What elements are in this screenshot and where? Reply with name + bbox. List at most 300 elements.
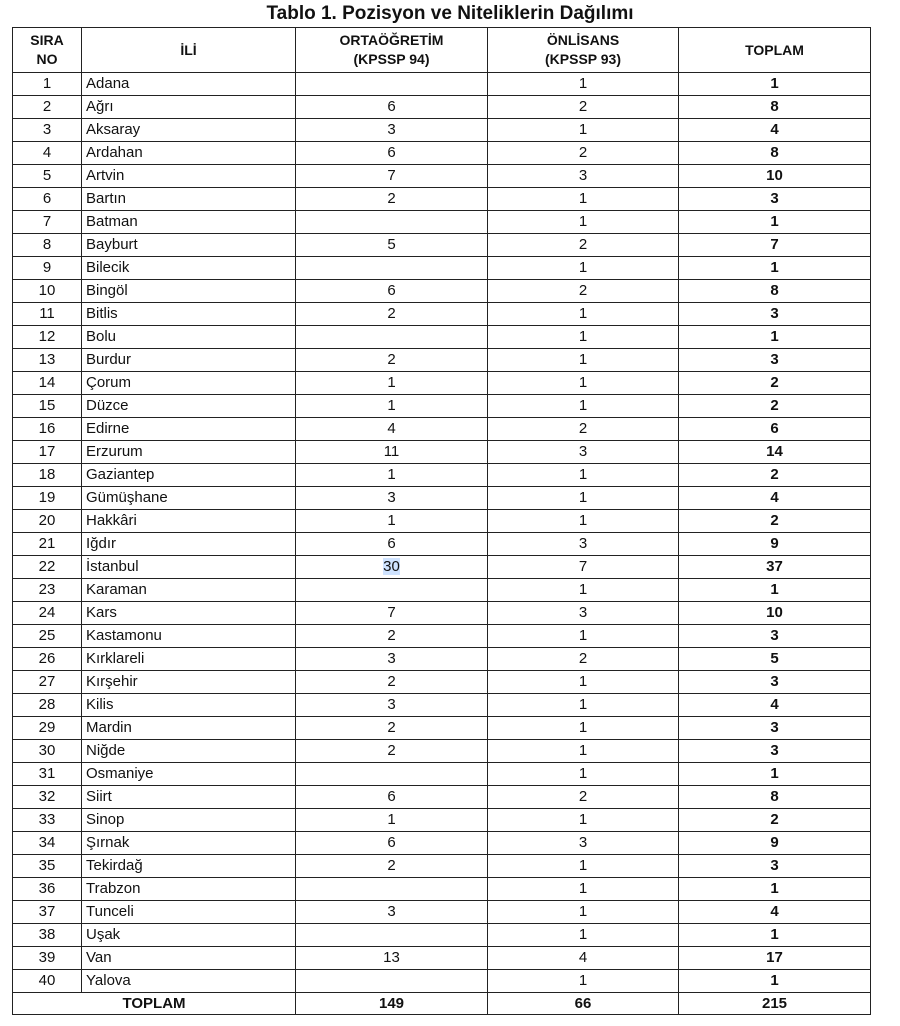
row-toplam — [679, 786, 871, 809]
row-onlisans — [488, 441, 679, 464]
row-ortaogretim — [296, 142, 488, 165]
row-toplam — [679, 487, 871, 510]
table-row — [13, 901, 871, 924]
row-il — [82, 257, 296, 280]
row-ortaogretim — [296, 395, 488, 418]
row-il-value: Kırşehir — [86, 673, 138, 690]
row-toplam — [679, 855, 871, 878]
row-toplam — [679, 947, 871, 970]
row-il-value: Aksaray — [86, 121, 141, 138]
row-onlisans-value: 1 — [578, 857, 588, 874]
row-il — [82, 165, 296, 188]
row-ortaogretim — [296, 441, 488, 464]
row-onlisans-value: 3 — [578, 167, 588, 184]
row-il — [82, 763, 296, 786]
row-toplam — [679, 970, 871, 993]
row-no — [13, 533, 82, 556]
row-il-value: Van — [86, 949, 112, 966]
row-il — [82, 73, 296, 96]
row-onlisans-value: 1 — [578, 742, 588, 759]
row-toplam-value: 2 — [770, 374, 779, 391]
row-toplam-value: 3 — [770, 351, 779, 368]
row-no — [13, 464, 82, 487]
row-toplam-value: 9 — [770, 834, 779, 851]
row-no-value: 21 — [38, 535, 56, 552]
row-onlisans — [488, 188, 679, 211]
table-row — [13, 372, 871, 395]
row-toplam-value: 1 — [770, 75, 779, 92]
row-toplam — [679, 188, 871, 211]
table-title: Tablo 1. Pozisyon ve Niteliklerin Dağılımı — [266, 3, 634, 24]
row-toplam-value: 3 — [770, 190, 779, 207]
row-onlisans-value: 1 — [578, 903, 588, 920]
row-toplam — [679, 73, 871, 96]
row-il — [82, 924, 296, 947]
table-row — [13, 234, 871, 257]
row-no — [13, 947, 82, 970]
row-onlisans-value: 1 — [578, 512, 588, 529]
header-sira-line1: SIRA — [30, 32, 64, 48]
table-row — [13, 73, 871, 96]
row-no — [13, 326, 82, 349]
row-ortaogretim-value: 3 — [387, 489, 396, 506]
row-il — [82, 142, 296, 165]
row-no-value: 15 — [38, 397, 56, 414]
row-toplam — [679, 280, 871, 303]
row-toplam-value: 17 — [766, 949, 783, 966]
row-toplam-value: 1 — [770, 926, 779, 943]
row-toplam — [679, 809, 871, 832]
row-no-value: 12 — [38, 328, 56, 345]
row-onlisans — [488, 326, 679, 349]
row-il-value: Ardahan — [86, 144, 143, 161]
row-il — [82, 832, 296, 855]
row-il-value: Adana — [86, 75, 130, 92]
row-no — [13, 671, 82, 694]
table-row — [13, 625, 871, 648]
row-onlisans-value: 3 — [578, 535, 588, 552]
header-onlisans-line2: (KPSSP 93) — [545, 51, 621, 67]
row-no — [13, 878, 82, 901]
table-row — [13, 878, 871, 901]
row-il-value: Hakkâri — [86, 512, 137, 529]
row-ortaogretim — [296, 211, 488, 234]
row-onlisans — [488, 464, 679, 487]
row-no-value: 37 — [38, 903, 56, 920]
row-toplam — [679, 602, 871, 625]
row-onlisans — [488, 165, 679, 188]
row-ortaogretim-value: 3 — [387, 650, 396, 667]
row-toplam-value: 8 — [770, 788, 779, 805]
row-onlisans — [488, 349, 679, 372]
row-il-value: Batman — [86, 213, 138, 230]
row-toplam — [679, 648, 871, 671]
row-toplam — [679, 119, 871, 142]
table-row — [13, 487, 871, 510]
row-toplam-value: 3 — [770, 305, 779, 322]
row-toplam-value: 37 — [766, 558, 783, 575]
row-onlisans — [488, 257, 679, 280]
row-il — [82, 487, 296, 510]
row-ortaogretim-value: 2 — [387, 673, 396, 690]
table-row — [13, 648, 871, 671]
row-ortaogretim-value: 3 — [387, 903, 396, 920]
row-ortaogretim-value: 7 — [387, 167, 396, 184]
row-il-value: Iğdır — [86, 535, 117, 552]
row-ortaogretim — [296, 648, 488, 671]
row-toplam — [679, 625, 871, 648]
row-onlisans — [488, 234, 679, 257]
row-il — [82, 809, 296, 832]
table-row — [13, 418, 871, 441]
row-ortaogretim — [296, 694, 488, 717]
row-ortaogretim-value: 6 — [387, 98, 396, 115]
row-ortaogretim-value: 2 — [387, 857, 396, 874]
row-onlisans — [488, 395, 679, 418]
row-toplam — [679, 395, 871, 418]
row-toplam — [679, 349, 871, 372]
row-toplam-value: 10 — [766, 604, 783, 621]
row-no-value: 28 — [38, 696, 56, 713]
row-ortaogretim-value: 13 — [383, 949, 400, 966]
table-row — [13, 349, 871, 372]
row-il-value: Bayburt — [86, 236, 138, 253]
row-ortaogretim-value: 6 — [387, 282, 396, 299]
row-ortaogretim — [296, 878, 488, 901]
row-no — [13, 234, 82, 257]
row-no-value: 14 — [38, 374, 56, 391]
row-ortaogretim — [296, 809, 488, 832]
row-onlisans-value: 2 — [578, 236, 588, 253]
row-onlisans — [488, 648, 679, 671]
row-toplam-value: 3 — [770, 719, 779, 736]
row-il-value: Erzurum — [86, 443, 143, 460]
row-onlisans — [488, 211, 679, 234]
row-onlisans-value: 4 — [578, 949, 588, 966]
row-no-value: 3 — [42, 121, 52, 138]
row-no-value: 27 — [38, 673, 56, 690]
row-onlisans — [488, 280, 679, 303]
row-il-value: Kırklareli — [86, 650, 145, 667]
row-ortaogretim — [296, 326, 488, 349]
table-row — [13, 602, 871, 625]
row-ortaogretim-value: 6 — [387, 788, 396, 805]
row-il — [82, 878, 296, 901]
row-toplam — [679, 924, 871, 947]
row-no-value: 31 — [38, 765, 56, 782]
row-no-value: 16 — [38, 420, 56, 437]
row-ortaogretim — [296, 579, 488, 602]
row-ortaogretim — [296, 119, 488, 142]
row-il-value: Düzce — [86, 397, 129, 414]
row-il-value: Artvin — [86, 167, 125, 184]
row-onlisans — [488, 73, 679, 96]
row-ortaogretim — [296, 901, 488, 924]
row-il-value: Burdur — [86, 351, 132, 368]
row-onlisans — [488, 901, 679, 924]
table-row — [13, 809, 871, 832]
row-ortaogretim-value: 2 — [387, 305, 396, 322]
row-il-value: Kastamonu — [86, 627, 162, 644]
row-il — [82, 556, 296, 579]
table-row — [13, 671, 871, 694]
table-row — [13, 165, 871, 188]
row-il — [82, 740, 296, 763]
row-toplam — [679, 303, 871, 326]
row-toplam — [679, 717, 871, 740]
row-ortaogretim — [296, 556, 488, 579]
row-no-value: 23 — [38, 581, 56, 598]
row-il-value: Ağrı — [86, 98, 114, 115]
row-il-value: Tekirdağ — [86, 857, 143, 874]
table-row — [13, 395, 871, 418]
row-toplam-value: 4 — [770, 121, 779, 138]
row-no — [13, 303, 82, 326]
row-no — [13, 165, 82, 188]
row-il — [82, 326, 296, 349]
table-row — [13, 326, 871, 349]
row-no — [13, 96, 82, 119]
row-onlisans — [488, 418, 679, 441]
row-ortaogretim-value: 2 — [387, 719, 396, 736]
row-onlisans-value: 1 — [578, 673, 588, 690]
row-no — [13, 717, 82, 740]
row-ortaogretim-value: 1 — [387, 512, 396, 529]
row-no — [13, 372, 82, 395]
row-ortaogretim — [296, 165, 488, 188]
row-il — [82, 947, 296, 970]
row-toplam-value: 1 — [770, 880, 779, 897]
row-ortaogretim — [296, 786, 488, 809]
row-ortaogretim — [296, 372, 488, 395]
row-toplam — [679, 832, 871, 855]
row-onlisans-value: 3 — [578, 604, 588, 621]
row-onlisans — [488, 96, 679, 119]
row-no — [13, 188, 82, 211]
row-onlisans — [488, 694, 679, 717]
row-il — [82, 901, 296, 924]
header-sira-line2: NO — [36, 51, 58, 67]
row-ortaogretim-value: 1 — [387, 466, 396, 483]
row-il — [82, 510, 296, 533]
row-il-value: Bitlis — [86, 305, 118, 322]
table-row — [13, 142, 871, 165]
row-ortaogretim-value: 6 — [387, 144, 396, 161]
row-il — [82, 372, 296, 395]
row-toplam-value: 2 — [770, 512, 779, 529]
row-ortaogretim-value: 3 — [387, 696, 396, 713]
row-no — [13, 901, 82, 924]
row-ortaogretim-value: 4 — [387, 420, 396, 437]
row-no-value: 9 — [42, 259, 52, 276]
row-onlisans-value: 1 — [578, 880, 588, 897]
row-onlisans-value: 1 — [578, 213, 588, 230]
row-il — [82, 119, 296, 142]
row-onlisans-value: 1 — [578, 259, 588, 276]
row-ortaogretim-value: 2 — [387, 742, 396, 759]
row-no — [13, 786, 82, 809]
header-il — [82, 28, 296, 73]
row-il — [82, 188, 296, 211]
row-onlisans-value: 3 — [578, 834, 588, 851]
row-toplam-value: 4 — [770, 696, 779, 713]
row-ortaogretim-value: 6 — [387, 535, 396, 552]
row-onlisans-value: 1 — [578, 489, 588, 506]
row-no — [13, 809, 82, 832]
table-row — [13, 96, 871, 119]
total-ortaogretim: 149 — [296, 993, 488, 1015]
row-no — [13, 349, 82, 372]
table-row — [13, 786, 871, 809]
table-row — [13, 832, 871, 855]
row-no-value: 4 — [42, 144, 52, 161]
row-no-value: 26 — [38, 650, 56, 667]
row-no-value: 8 — [42, 236, 52, 253]
row-il — [82, 96, 296, 119]
row-onlisans-value: 1 — [578, 972, 588, 989]
row-onlisans-value: 2 — [578, 788, 588, 805]
row-toplam — [679, 234, 871, 257]
row-toplam — [679, 694, 871, 717]
row-no-value: 25 — [38, 627, 56, 644]
row-il-value: Bingöl — [86, 282, 128, 299]
row-il — [82, 694, 296, 717]
row-toplam-value: 4 — [770, 903, 779, 920]
row-no — [13, 142, 82, 165]
row-ortaogretim — [296, 924, 488, 947]
row-onlisans — [488, 717, 679, 740]
row-toplam-value: 10 — [766, 167, 783, 184]
row-onlisans — [488, 579, 679, 602]
table-row — [13, 970, 871, 993]
row-il-value: Karaman — [86, 581, 147, 598]
row-no — [13, 855, 82, 878]
table-row — [13, 303, 871, 326]
row-onlisans-value: 1 — [578, 328, 588, 345]
row-toplam-value: 4 — [770, 489, 779, 506]
row-toplam-value: 3 — [770, 857, 779, 874]
row-onlisans-value: 1 — [578, 696, 588, 713]
row-onlisans-value: 2 — [578, 282, 588, 299]
row-toplam — [679, 142, 871, 165]
row-toplam — [679, 763, 871, 786]
row-ortaogretim-value: 6 — [387, 834, 396, 851]
row-il — [82, 280, 296, 303]
row-no-value: 39 — [38, 949, 56, 966]
row-no-value: 13 — [38, 351, 56, 368]
row-ortaogretim — [296, 763, 488, 786]
row-il-value: Gaziantep — [86, 466, 155, 483]
row-toplam — [679, 579, 871, 602]
row-toplam — [679, 510, 871, 533]
table-row — [13, 763, 871, 786]
row-il-value: Kilis — [86, 696, 114, 713]
row-ortaogretim-value: 7 — [387, 604, 396, 621]
row-onlisans-value: 1 — [578, 627, 588, 644]
row-ortaogretim — [296, 832, 488, 855]
header-orta-line2: (KPSSP 94) — [353, 51, 430, 67]
table-row — [13, 119, 871, 142]
table-row — [13, 257, 871, 280]
row-ortaogretim — [296, 717, 488, 740]
header-orta-line1: ORTAÖĞRETİM — [339, 32, 444, 48]
row-onlisans — [488, 809, 679, 832]
row-onlisans-value: 3 — [578, 443, 588, 460]
row-onlisans — [488, 602, 679, 625]
row-onlisans — [488, 878, 679, 901]
row-no-value: 38 — [38, 926, 56, 943]
row-toplam-value: 2 — [770, 466, 779, 483]
row-ortaogretim-value: 1 — [387, 397, 396, 414]
table-body — [13, 73, 871, 993]
table-row — [13, 211, 871, 234]
row-onlisans — [488, 487, 679, 510]
row-il-value: Yalova — [86, 972, 131, 989]
row-ortaogretim — [296, 418, 488, 441]
row-il-value: Bolu — [86, 328, 117, 345]
row-ortaogretim-value: 1 — [387, 374, 396, 391]
row-onlisans — [488, 786, 679, 809]
row-toplam-value: 1 — [770, 328, 779, 345]
row-no-value: 35 — [38, 857, 56, 874]
table-row — [13, 556, 871, 579]
row-il-value: Bilecik — [86, 259, 130, 276]
row-onlisans-value: 1 — [578, 121, 588, 138]
row-onlisans — [488, 671, 679, 694]
row-toplam — [679, 878, 871, 901]
row-onlisans — [488, 855, 679, 878]
row-il — [82, 625, 296, 648]
row-onlisans — [488, 924, 679, 947]
row-toplam — [679, 165, 871, 188]
row-ortaogretim-value: 30 — [383, 558, 400, 575]
table-row — [13, 947, 871, 970]
row-toplam-value: 6 — [770, 420, 779, 437]
row-ortaogretim — [296, 602, 488, 625]
row-onlisans — [488, 970, 679, 993]
row-toplam-value: 3 — [770, 627, 779, 644]
row-no — [13, 832, 82, 855]
row-ortaogretim — [296, 855, 488, 878]
total-toplam: 215 — [679, 993, 871, 1015]
row-no — [13, 579, 82, 602]
row-il-value: Mardin — [86, 719, 132, 736]
row-ortaogretim-value: 3 — [387, 121, 396, 138]
row-ortaogretim — [296, 671, 488, 694]
row-onlisans — [488, 947, 679, 970]
row-onlisans-value: 1 — [578, 719, 588, 736]
table-row — [13, 740, 871, 763]
row-onlisans-value: 2 — [578, 650, 588, 667]
row-no-value: 29 — [38, 719, 56, 736]
row-il-value: Kars — [86, 604, 117, 621]
row-onlisans-value: 1 — [578, 765, 588, 782]
distribution-table — [12, 27, 871, 1015]
row-toplam — [679, 257, 871, 280]
header-toplam-label: TOPLAM — [745, 41, 804, 58]
table-row — [13, 510, 871, 533]
row-ortaogretim — [296, 349, 488, 372]
row-toplam — [679, 671, 871, 694]
row-onlisans-value: 1 — [578, 305, 588, 322]
row-no-value: 6 — [42, 190, 52, 207]
table-row — [13, 280, 871, 303]
row-ortaogretim — [296, 464, 488, 487]
row-toplam-value: 8 — [770, 282, 779, 299]
row-il-value: Şırnak — [86, 834, 130, 851]
row-no-value: 17 — [38, 443, 56, 460]
row-no — [13, 211, 82, 234]
